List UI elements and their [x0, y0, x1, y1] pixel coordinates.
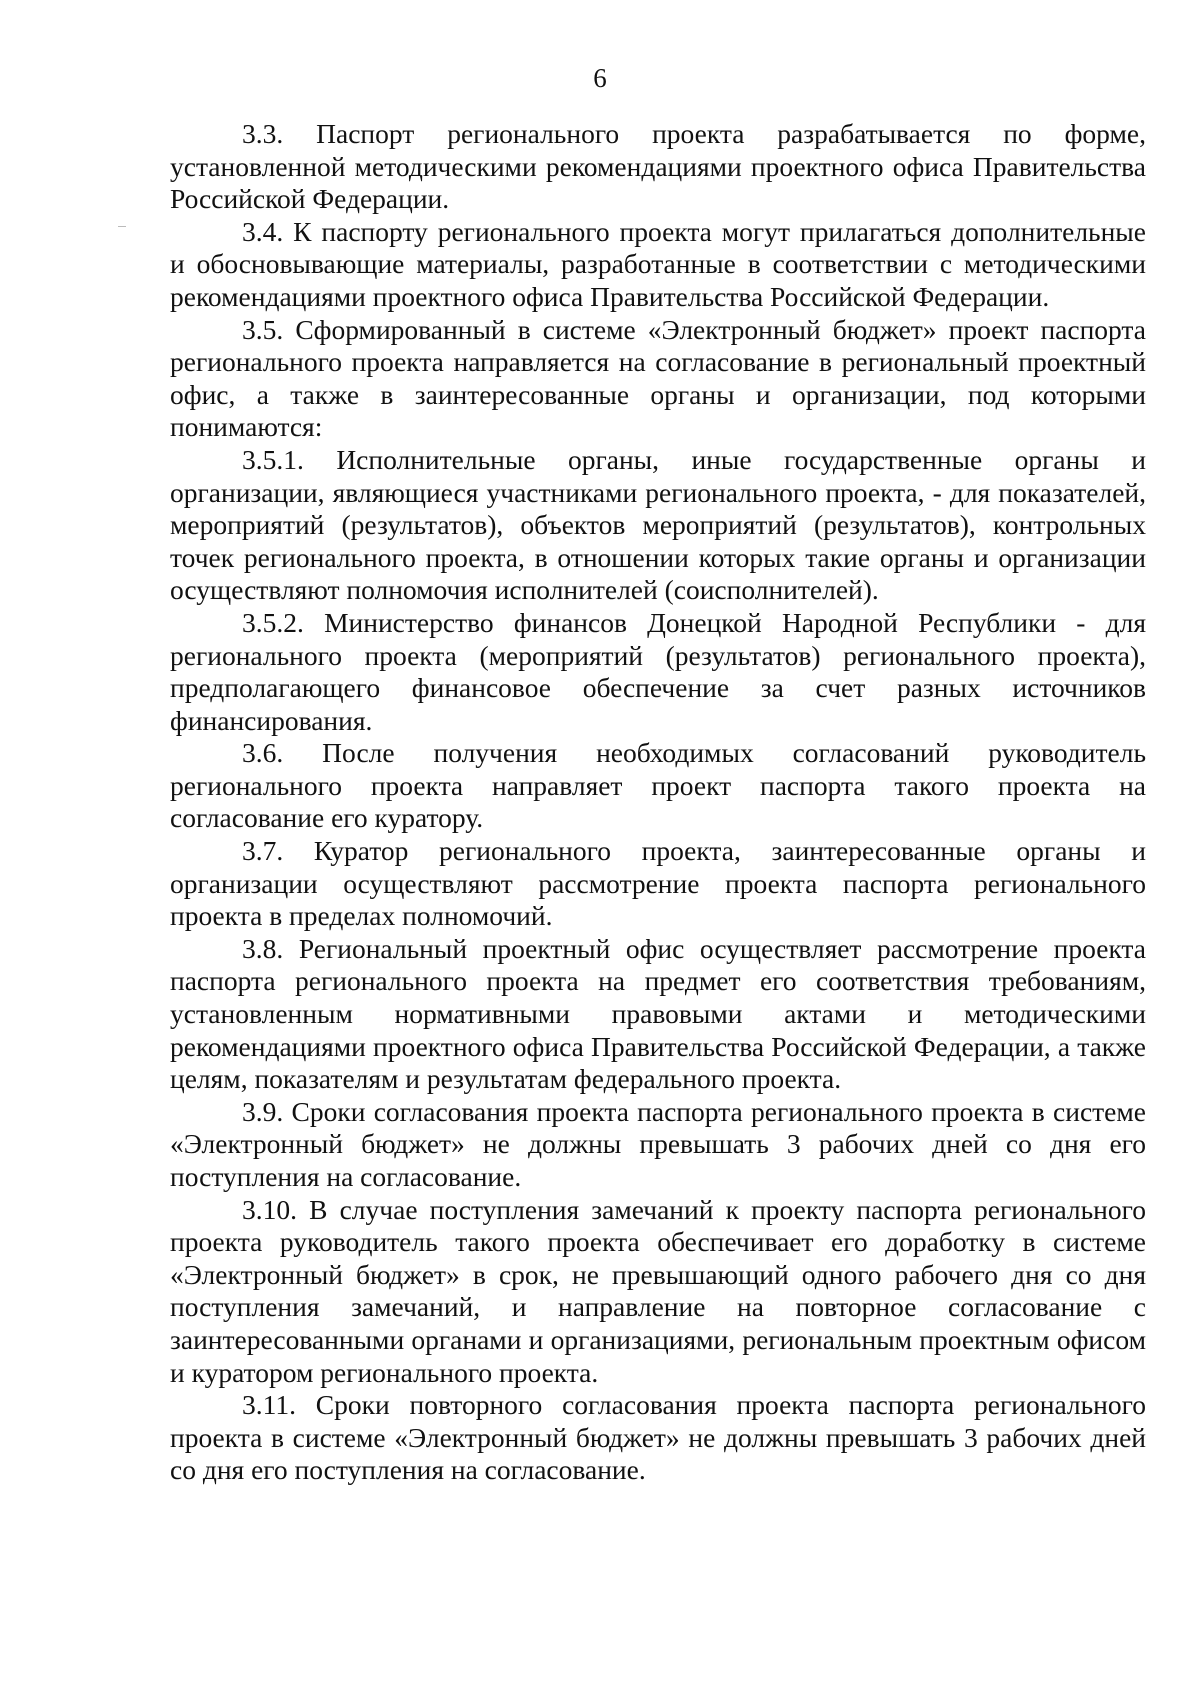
paragraph-3-5-2: 3.5.2. Министерство финансов Донецкой Народной Республики - для регионального проекта (мероприятий (результатов) регионального проекта), предполагающего финансовое обеспечение за счет разных источников финансирования. [170, 606, 1146, 736]
paragraph-3-3: 3.3. Паспорт регионального проекта разрабатывается по форме, установленной методическими рекомендациями проектного офиса Правительства Российской Федерации. [170, 118, 1146, 215]
paragraph-3-8: 3.8. Региональный проектный офис осуществляет рассмотрение проекта паспорта регионального проекта на предмет его соответствия требованиям, установленным нормативными правовыми актами и методическими рекомендациями проектного офиса Правительства Российской Федерации, а также целям, показателям и результатам федерального проекта. [170, 932, 1146, 1095]
paragraph-3-10: 3.10. В случае поступления замечаний к проекту паспорта регионального проекта руководитель такого проекта обеспечивает его доработку в системе «Электронный бюджет» в срок, не превышающий одного рабочего дня со дня поступления замечаний, и направление на повторное согласование с заинтересованными органами и организациями, региональным проектным офисом и куратором регионального проекта. [170, 1193, 1146, 1388]
paragraph-3-5-1: 3.5.1. Исполнительные органы, иные государственные органы и организации, являющиеся участниками регионального проекта, - для показателей, мероприятий (результатов), объектов мероприятий (результатов), контрольных точек регионального проекта, в отношении которых такие органы и организации осуществляют полномочия исполнителей (соисполнителей). [170, 443, 1146, 606]
page-number: 6 [593, 63, 607, 93]
document-body [170, 118, 1146, 1487]
paragraph-3-5: 3.5. Сформированный в системе «Электронный бюджет» проект паспорта регионального проекта направляется на согласование в региональный проектный офис, а также в заинтересованные органы и организации, под которыми понимаются: [170, 313, 1146, 443]
paragraph-3-9: 3.9. Сроки согласования проекта паспорта регионального проекта в системе «Электронный бюджет» не должны превышать 3 рабочих дней со дня его поступления на согласование. [170, 1095, 1146, 1192]
paragraph-3-11: 3.11. Сроки повторного согласования проекта паспорта регионального проекта в системе «Электронный бюджет» не должны превышать 3 рабочих дней со дня его поступления на согласование. [170, 1389, 1146, 1486]
paragraph-3-4: 3.4. К паспорту регионального проекта могут прилагаться дополнительные и обосновывающие материалы, разработанные в соответствии с методическими рекомендациями проектного офиса Правительства Российской Федерации. [170, 215, 1146, 312]
margin-mark [118, 226, 126, 227]
paragraph-3-7: 3.7. Куратор регионального проекта, заинтересованные органы и организации осуществляют рассмотрение проекта паспорта регионального проекта в пределах полномочий. [170, 835, 1146, 932]
paragraph-3-6: 3.6. После получения необходимых согласований руководитель регионального проекта направляет проект паспорта такого проекта на согласование его куратору. [170, 737, 1146, 834]
